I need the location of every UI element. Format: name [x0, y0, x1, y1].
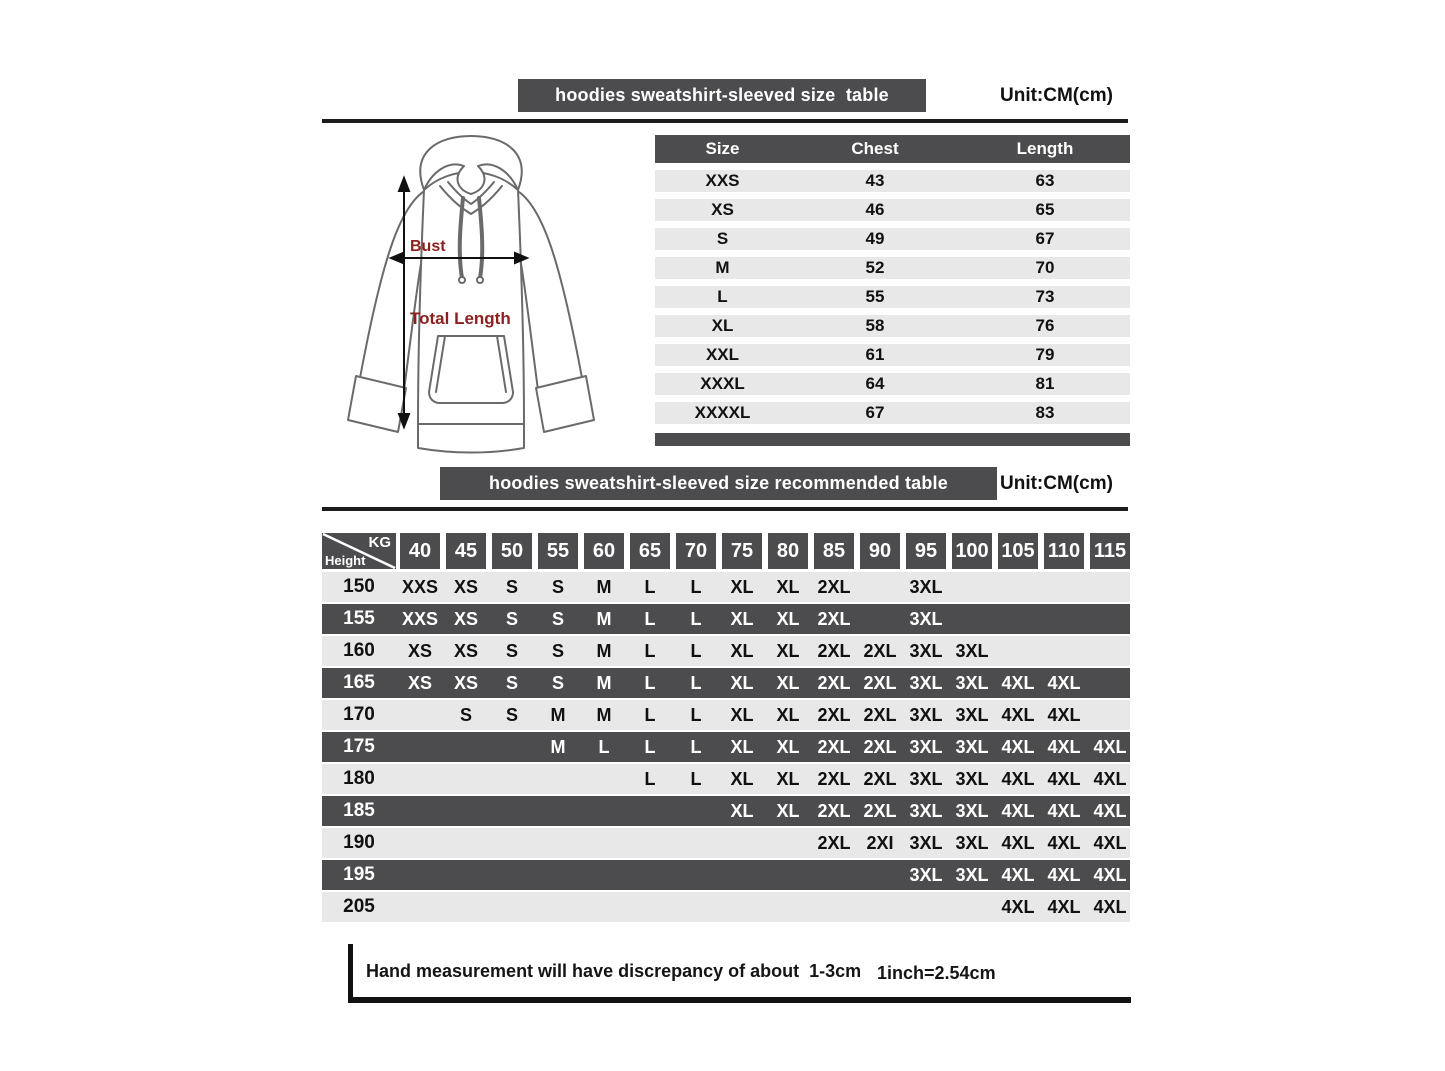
- matrix-size-cell: 3XL: [909, 833, 943, 853]
- size-table-cell: 81: [1035, 374, 1055, 393]
- matrix-size-cell: L: [644, 609, 656, 629]
- size-table-cell: 46: [865, 200, 885, 219]
- size-table-header-row: [655, 135, 1130, 163]
- size-table-row: [655, 199, 1130, 221]
- size-table-column-header: Size: [705, 139, 740, 158]
- matrix-height-cell: 165: [343, 672, 375, 693]
- matrix-size-cell: M: [596, 641, 612, 661]
- matrix-size-cell: 2XL: [863, 769, 897, 789]
- matrix-size-cell: L: [690, 577, 702, 597]
- matrix-size-cell: XS: [407, 641, 432, 661]
- matrix-size-cell: M: [596, 609, 612, 629]
- footer-horizontal-line: [348, 997, 1131, 1003]
- matrix-size-cell: XL: [730, 673, 754, 693]
- size-table-column-header: Length: [1016, 139, 1074, 158]
- matrix-size-cell: 3XL: [955, 737, 989, 757]
- matrix-size-cell: 2XL: [817, 673, 851, 693]
- matrix-size-cell: 4XL: [1001, 801, 1035, 821]
- size-table-bottom-bar: [655, 433, 1130, 446]
- size-table-row: [655, 315, 1130, 337]
- measurement-note: Hand measurement will have discrepancy of about 1-3cm: [366, 961, 862, 981]
- matrix-size-cell: 3XL: [909, 641, 943, 661]
- size-table: [655, 135, 1130, 446]
- matrix-size-cell: XL: [730, 737, 754, 757]
- matrix-size-cell: L: [644, 769, 656, 789]
- matrix-size-cell: 4XL: [1047, 673, 1081, 693]
- matrix-size-cell: XS: [453, 609, 478, 629]
- size-table-cell: 58: [865, 316, 885, 335]
- matrix-size-cell: 4XL: [1093, 833, 1127, 853]
- matrix-size-cell: 3XL: [909, 705, 943, 725]
- matrix-size-cell: XS: [453, 577, 478, 597]
- hoodie-measurement-diagram: [320, 130, 622, 462]
- weight-header-cell: 50: [492, 533, 532, 569]
- matrix-size-cell: M: [596, 705, 612, 725]
- matrix-size-cell: 2XL: [817, 609, 851, 629]
- matrix-size-cell: XL: [730, 577, 754, 597]
- hoodie-hem-band: [418, 424, 524, 453]
- matrix-size-cell: 4XL: [1001, 865, 1035, 885]
- matrix-size-cell: 2XL: [863, 641, 897, 661]
- matrix-row: [322, 604, 1130, 634]
- size-table-cell: S: [716, 229, 729, 248]
- arrowhead-down: [399, 414, 409, 427]
- matrix-size-cell: L: [690, 641, 702, 661]
- size-table-body: [655, 170, 1130, 424]
- size-table-title: hoodies sweatshirt-sleeved size table: [555, 85, 889, 105]
- matrix-size-cell: 4XL: [1093, 801, 1127, 821]
- matrix-body: [322, 572, 1130, 922]
- matrix-size-cell: XL: [730, 609, 754, 629]
- matrix-size-cell: 2XL: [817, 577, 851, 597]
- matrix-size-cell: L: [644, 577, 656, 597]
- unit-label-2: Unit:CM(cm): [1000, 473, 1113, 494]
- matrix-row: [322, 700, 1130, 730]
- matrix-height-cell: 205: [343, 896, 375, 917]
- matrix-size-cell: M: [596, 577, 612, 597]
- matrix-size-cell: 2XL: [863, 673, 897, 693]
- size-table-cell: 67: [1035, 229, 1055, 248]
- matrix-size-cell: 4XL: [1001, 897, 1035, 917]
- size-table-cell: XS: [711, 200, 734, 219]
- matrix-size-cell: 2XL: [817, 833, 851, 853]
- size-table-cell: 49: [865, 229, 885, 248]
- matrix-size-cell: 4XL: [1001, 673, 1035, 693]
- size-table-cell: XL: [711, 316, 734, 335]
- matrix-size-cell: 2XL: [817, 705, 851, 725]
- matrix-row: [322, 860, 1130, 890]
- matrix-size-cell: 4XL: [1047, 737, 1081, 757]
- matrix-corner-cell: [322, 533, 396, 569]
- weight-header-cell: 75: [722, 533, 762, 569]
- matrix-size-cell: 2XL: [863, 705, 897, 725]
- matrix-size-cell: L: [690, 737, 702, 757]
- matrix-row: [322, 732, 1130, 762]
- matrix-size-cell: 4XL: [1047, 801, 1081, 821]
- size-table-cell: 67: [865, 403, 885, 422]
- weight-header-cell: 70: [676, 533, 716, 569]
- size-table-row: [655, 373, 1130, 395]
- matrix-size-cell: XL: [776, 609, 800, 629]
- weight-header-cell: 85: [814, 533, 854, 569]
- matrix-size-cell: L: [690, 769, 702, 789]
- weight-header-cell: 55: [538, 533, 578, 569]
- matrix-size-cell: L: [644, 673, 656, 693]
- matrix-size-cell: 3XL: [909, 737, 943, 757]
- matrix-size-cell: XL: [730, 801, 754, 821]
- matrix-size-cell: S: [505, 705, 518, 725]
- matrix-size-cell: 4XL: [1047, 833, 1081, 853]
- matrix-size-cell: 3XL: [955, 673, 989, 693]
- matrix-row: [322, 796, 1130, 826]
- size-table-cell: 63: [1035, 171, 1055, 190]
- matrix-height-cell: 180: [343, 768, 375, 789]
- total-length-label: Total Length: [410, 309, 511, 328]
- matrix-size-cell: L: [690, 673, 702, 693]
- size-table-cell: M: [715, 258, 730, 277]
- size-table-cell: XXXL: [700, 374, 745, 393]
- matrix-size-cell: XL: [776, 737, 800, 757]
- matrix-size-cell: 2XI: [866, 833, 894, 853]
- matrix-row: [322, 572, 1130, 602]
- corner-height-label: Height: [325, 553, 366, 568]
- divider-line-middle: [322, 507, 1128, 511]
- matrix-size-cell: S: [505, 673, 518, 693]
- matrix-size-cell: XL: [730, 769, 754, 789]
- size-table-row: [655, 257, 1130, 279]
- size-table-row: [655, 402, 1130, 424]
- size-table-cell: 65: [1035, 200, 1055, 219]
- weight-header-cell: 40: [400, 533, 440, 569]
- size-table-cell: 83: [1035, 403, 1055, 422]
- matrix-size-cell: 3XL: [909, 577, 943, 597]
- matrix-size-cell: 3XL: [909, 609, 943, 629]
- matrix-height-cell: 170: [343, 704, 375, 725]
- matrix-size-cell: 3XL: [955, 769, 989, 789]
- size-table-cell: 52: [865, 258, 885, 277]
- recommended-table-title: hoodies sweatshirt-sleeved size recommended table: [489, 473, 948, 493]
- size-table-row: [655, 170, 1130, 192]
- inch-conversion-note: 1inch=2.54cm: [877, 963, 996, 983]
- matrix-size-cell: 3XL: [909, 801, 943, 821]
- matrix-size-cell: S: [505, 577, 518, 597]
- matrix-size-cell: M: [596, 673, 612, 693]
- size-table-cell: 64: [865, 374, 885, 393]
- size-table-cell: 79: [1035, 345, 1055, 364]
- size-table-cell: XXS: [705, 171, 740, 190]
- matrix-size-cell: XL: [776, 673, 800, 693]
- matrix-size-cell: 4XL: [1001, 769, 1035, 789]
- matrix-size-cell: 4XL: [1047, 705, 1081, 725]
- arrowhead-up: [399, 178, 409, 191]
- matrix-size-cell: 4XL: [1047, 865, 1081, 885]
- matrix-size-cell: 3XL: [909, 769, 943, 789]
- matrix-size-cell: 2XL: [817, 737, 851, 757]
- matrix-size-cell: L: [644, 641, 656, 661]
- matrix-size-cell: 4XL: [1001, 737, 1035, 757]
- size-table-cell: 76: [1035, 316, 1055, 335]
- matrix-size-cell: XL: [776, 705, 800, 725]
- recommended-size-matrix: [322, 533, 1130, 922]
- matrix-row: [322, 764, 1130, 794]
- footer-vertical-line: [348, 944, 353, 1000]
- size-table-row: [655, 228, 1130, 250]
- matrix-height-cell: 185: [343, 800, 375, 821]
- matrix-size-cell: S: [551, 641, 564, 661]
- matrix-size-cell: 4XL: [1093, 737, 1127, 757]
- matrix-size-cell: XL: [776, 641, 800, 661]
- matrix-size-cell: 3XL: [955, 801, 989, 821]
- matrix-size-cell: S: [459, 705, 472, 725]
- size-table-cell: XXXXL: [694, 403, 751, 422]
- matrix-height-cell: 175: [343, 736, 375, 757]
- matrix-size-cell: XL: [776, 769, 800, 789]
- divider-line-top: [322, 119, 1128, 123]
- matrix-size-cell: 2XL: [817, 769, 851, 789]
- matrix-size-cell: XL: [730, 641, 754, 661]
- matrix-height-cell: 155: [343, 608, 375, 629]
- drawstring-aglet-right: [477, 277, 483, 283]
- size-table-cell: 55: [865, 287, 885, 306]
- matrix-size-cell: 3XL: [909, 865, 943, 885]
- matrix-height-cell: 160: [343, 640, 375, 661]
- matrix-row: [322, 636, 1130, 666]
- matrix-size-cell: XL: [776, 577, 800, 597]
- matrix-size-cell: 3XL: [955, 865, 989, 885]
- matrix-size-cell: XL: [776, 801, 800, 821]
- weight-header-cell: 65: [630, 533, 670, 569]
- matrix-size-cell: S: [505, 609, 518, 629]
- matrix-size-cell: 4XL: [1001, 705, 1035, 725]
- weight-header-cell: 45: [446, 533, 486, 569]
- size-table-cell: 61: [865, 345, 885, 364]
- matrix-size-cell: 2XL: [863, 801, 897, 821]
- size-table-cell: XXL: [705, 345, 740, 364]
- matrix-row: [322, 668, 1130, 698]
- matrix-size-cell: 2XL: [817, 801, 851, 821]
- weight-header-cell: 105: [998, 533, 1038, 569]
- size-table-row: [655, 286, 1130, 308]
- matrix-row: [322, 892, 1130, 922]
- matrix-size-cell: 3XL: [909, 673, 943, 693]
- matrix-size-cell: XS: [407, 673, 432, 693]
- matrix-size-cell: XS: [453, 673, 478, 693]
- hoodie-pocket: [429, 336, 513, 403]
- matrix-size-cell: L: [690, 705, 702, 725]
- weight-header-cell: 60: [584, 533, 624, 569]
- size-table-cell: L: [717, 287, 728, 306]
- weight-header-cell: 90: [860, 533, 900, 569]
- unit-label-1: Unit:CM(cm): [1000, 85, 1113, 106]
- matrix-size-cell: L: [690, 609, 702, 629]
- matrix-size-cell: M: [550, 737, 566, 757]
- matrix-size-cell: XXS: [401, 609, 439, 629]
- weight-header-cell: 115: [1090, 533, 1130, 569]
- matrix-height-cell: 195: [343, 864, 375, 885]
- size-table-title-bar: [518, 79, 926, 112]
- matrix-size-cell: 4XL: [1047, 769, 1081, 789]
- size-table-cell: 70: [1035, 258, 1055, 277]
- matrix-size-cell: 4XL: [1047, 897, 1081, 917]
- matrix-height-cell: 150: [343, 576, 375, 597]
- drawstring-aglet-left: [459, 277, 465, 283]
- matrix-size-cell: XL: [730, 705, 754, 725]
- matrix-size-cell: 4XL: [1093, 897, 1127, 917]
- weight-header-cell: 80: [768, 533, 808, 569]
- matrix-height-cell: 190: [343, 832, 375, 853]
- weight-header-cell: 95: [906, 533, 946, 569]
- recommended-table-title-bar: [440, 467, 997, 500]
- matrix-size-cell: S: [551, 673, 564, 693]
- matrix-size-cell: M: [550, 705, 566, 725]
- matrix-size-cell: 3XL: [955, 833, 989, 853]
- matrix-size-cell: 3XL: [955, 705, 989, 725]
- matrix-size-cell: 2XL: [863, 737, 897, 757]
- matrix-size-cell: 4XL: [1093, 769, 1127, 789]
- matrix-header-row: [322, 533, 1130, 569]
- matrix-size-cell: XXS: [401, 577, 439, 597]
- matrix-size-cell: S: [505, 641, 518, 661]
- matrix-size-cell: 4XL: [1093, 865, 1127, 885]
- bust-label: Bust: [410, 238, 446, 255]
- matrix-size-cell: L: [644, 737, 656, 757]
- weight-header-cell: 100: [952, 533, 992, 569]
- matrix-size-cell: 2XL: [817, 641, 851, 661]
- size-table-cell: 43: [865, 171, 885, 190]
- matrix-size-cell: XS: [453, 641, 478, 661]
- matrix-row: [322, 828, 1130, 858]
- size-table-cell: 73: [1035, 287, 1055, 306]
- corner-kg-label: KG: [368, 534, 391, 551]
- matrix-size-cell: L: [598, 737, 610, 757]
- size-table-row: [655, 344, 1130, 366]
- matrix-size-cell: L: [644, 705, 656, 725]
- matrix-size-cell: 4XL: [1001, 833, 1035, 853]
- matrix-size-cell: S: [551, 609, 564, 629]
- weight-header-cell: 110: [1044, 533, 1084, 569]
- matrix-size-cell: S: [551, 577, 564, 597]
- size-table-column-header: Chest: [851, 139, 899, 158]
- matrix-size-cell: 3XL: [955, 641, 989, 661]
